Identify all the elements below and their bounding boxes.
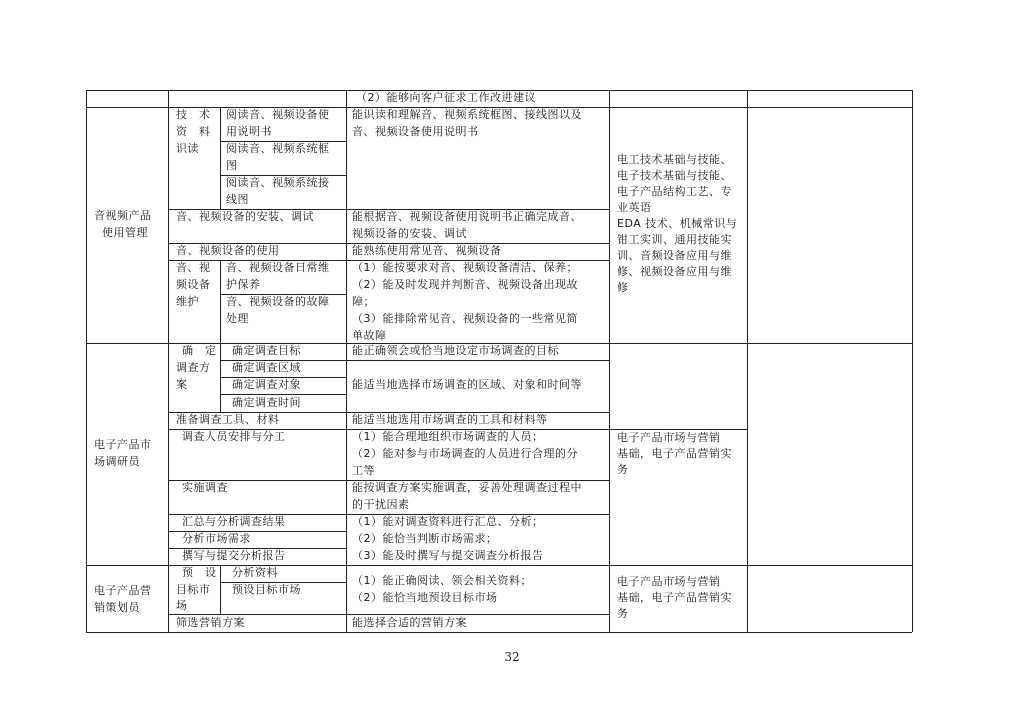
- section-title: 场调研员: [94, 455, 140, 468]
- task-name: 维护: [176, 295, 199, 308]
- task-name: 资 料: [176, 125, 211, 138]
- task-item: 处理: [226, 312, 249, 325]
- requirement-text: （2）能恰当判断市场需求；: [352, 532, 498, 545]
- related-course: 业英语: [617, 201, 652, 214]
- task-item: 阅读音、视频设备使: [226, 108, 330, 121]
- task-item: 线图: [226, 193, 249, 206]
- task-name: 场: [176, 599, 188, 612]
- requirement-text: 能选择合适的营销方案: [352, 616, 467, 629]
- requirement-text: 工等: [352, 464, 375, 477]
- task-name: 调查方: [176, 361, 211, 374]
- related-course: EDA 技术、机械常识与: [617, 217, 738, 230]
- task-item: 确定调查对象: [232, 378, 301, 391]
- task-item: 确定调查目标: [232, 344, 301, 357]
- requirement-text: 的干扰因素: [352, 498, 410, 511]
- task-item: 确定调查区域: [232, 361, 301, 374]
- task-name: 技 术: [176, 108, 211, 121]
- task-name: 音、视频设备的使用: [176, 244, 280, 257]
- requirement-text: 视频设备的安装、调试: [352, 227, 467, 240]
- task-name: 案: [176, 378, 188, 391]
- task-name: 汇总与分析调查结果: [182, 515, 286, 528]
- requirement-text: 能正确领会或恰当地设定市场调查的目标: [352, 344, 559, 357]
- task-name: 音、视: [176, 261, 211, 274]
- task-item: 分析资料: [232, 566, 278, 579]
- requirement-text: （2）能对参与市场调查的人员进行合理的分: [352, 447, 578, 460]
- requirement-text: （3）能及时撰写与提交调查分析报告: [352, 549, 544, 562]
- section-title: 销策划员: [94, 601, 140, 614]
- requirement-text: 能识读和理解音、视频系统框图、接线图以及: [352, 108, 582, 121]
- requirement-text: （2）能恰当地预设目标市场: [352, 591, 498, 604]
- related-course: 电子技术基础与技能、: [617, 169, 732, 182]
- section-title: 使用管理: [102, 226, 148, 239]
- requirement-text: 障；: [352, 295, 375, 308]
- related-course: 基础，电子产品营销实: [617, 591, 732, 604]
- task-item: 护保养: [226, 278, 261, 291]
- page-number: 32: [504, 650, 520, 664]
- task-name: 预 设: [182, 566, 217, 579]
- task-name: 调查人员安排与分工: [182, 430, 286, 443]
- requirement-text: 能适当地选用市场调查的工具和材料等: [352, 413, 548, 426]
- requirement-text: （2）能够向客户征求工作改进建议: [356, 91, 536, 104]
- task-name: 识读: [176, 142, 199, 155]
- related-course: 修: [617, 281, 629, 294]
- related-course: 训、音频设备应用与维: [617, 249, 732, 262]
- requirement-text: （3）能排除常见音、视频设备的一些常见简: [352, 312, 578, 325]
- task-item: 阅读音、视频系统接: [226, 176, 330, 189]
- task-item: 图: [226, 159, 238, 172]
- task-name: 音、视频设备的安装、调试: [176, 210, 314, 223]
- related-course: 钳工实训、通用技能实: [617, 233, 732, 246]
- section-title: 电子产品市: [94, 438, 152, 451]
- requirement-text: （1）能按要求对音、视频设备清洁、保养；: [352, 261, 578, 274]
- related-course: 修、视频设备应用与维: [617, 265, 732, 278]
- related-course: 电子产品结构工艺、专: [617, 185, 732, 198]
- requirement-text: 能根据音、视频设备使用说明书正确完成音、: [352, 210, 582, 223]
- requirement-text: 单故障: [352, 329, 387, 342]
- requirement-text: 能适当地选择市场调查的区域、对象和时间等: [352, 378, 582, 391]
- related-course: 务: [617, 463, 629, 476]
- related-course: 务: [617, 607, 629, 620]
- task-item: 预设目标市场: [232, 583, 301, 596]
- task-item: 阅读音、视频系统框: [226, 142, 330, 155]
- requirement-text: 能熟练使用常见音、视频设备: [352, 244, 502, 257]
- section-title: 电子产品营: [94, 584, 152, 597]
- task-name: 分析市场需求: [182, 532, 251, 545]
- related-course: 电子产品市场与营销: [617, 575, 721, 588]
- requirement-text: （1）能合理地组织市场调查的人员；: [352, 430, 544, 443]
- related-course: 电工技术基础与技能、: [617, 153, 732, 166]
- section-title: 音视频产品: [94, 209, 152, 222]
- task-name: 筛选营销方案: [176, 616, 245, 629]
- task-item: 音、视频设备日常维: [226, 261, 330, 274]
- task-name: 确 定: [182, 344, 217, 357]
- requirement-text: （1）能正确阅读、领会相关资料；: [352, 574, 532, 587]
- task-name: 撰写与提交分析报告: [182, 549, 286, 562]
- task-item: 确定调查时间: [232, 396, 301, 409]
- task-name: 实施调查: [182, 481, 228, 494]
- requirement-text: 能按调查方案实施调查，妥善处理调查过程中: [352, 481, 582, 494]
- requirement-text: 音、视频设备使用说明书: [352, 125, 479, 138]
- task-name: 频设备: [176, 278, 211, 291]
- task-name: 目标市: [176, 583, 211, 596]
- task-item: 用说明书: [226, 125, 272, 138]
- task-item: 音、视频设备的故障: [226, 295, 330, 308]
- requirement-text: （1）能对调查资料进行汇总、分析；: [352, 515, 544, 528]
- related-course: 基础，电子产品营销实: [617, 447, 732, 460]
- task-name: 准备调查工具、材料: [176, 413, 280, 426]
- related-course: 电子产品市场与营销: [617, 431, 721, 444]
- requirement-text: （2）能及时发现并判断音、视频设备出现故: [352, 278, 578, 291]
